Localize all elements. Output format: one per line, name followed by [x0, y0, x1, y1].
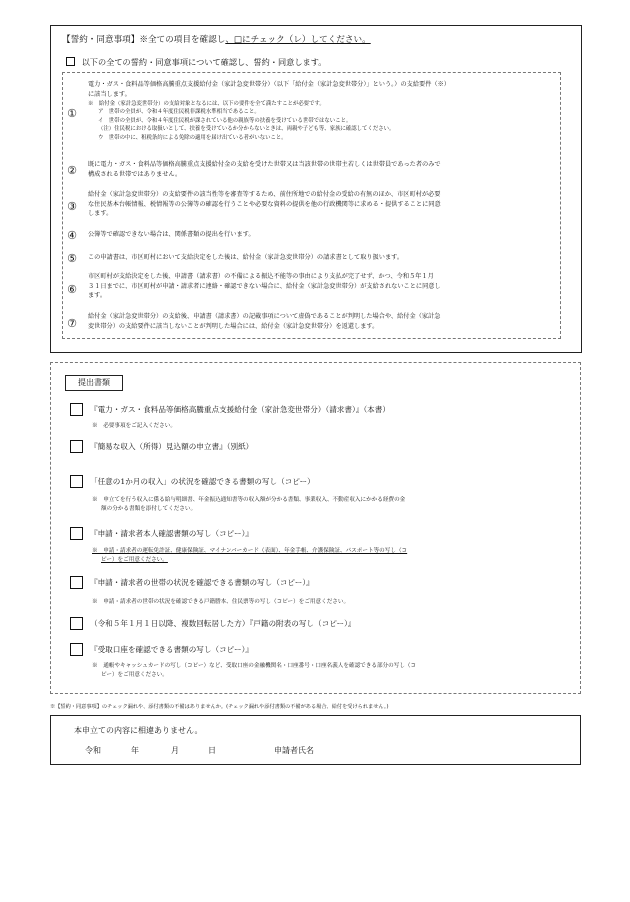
document-note: ※ 通帳やキャッシュカードの写し（コピー）など、受取口座の金融機関名・口座番号・口座名義人を確認できる部分の写し（コ ピー）をご用意ください。 — [92, 663, 417, 678]
document-checkbox[interactable] — [70, 403, 83, 416]
oath-item-number: ② — [67, 164, 77, 177]
document-checkbox[interactable] — [70, 617, 83, 630]
document-note: ※ 必要事項をご記入ください。 — [92, 423, 176, 429]
document-checkbox[interactable] — [70, 576, 83, 589]
document-title: 『簡易な収入（所得）見込額の申立書』（別紙） — [90, 442, 254, 451]
date-month-label: 月 — [171, 746, 179, 755]
document-note: ※ 申請・請求者の世帯の状況を確認できる戸籍謄本、住民票等の写し（コピー）をご用意ください。 — [92, 599, 350, 605]
document-checkbox[interactable] — [70, 475, 83, 488]
oath-heading: 【誓約・同意事項】※全ての項目を確認し、□にチェック（レ）してください。 — [62, 35, 371, 45]
oath-item-text: 公簿等で確認できない場合は、関係書類の提出を行います。 — [88, 231, 255, 238]
date-day-label: 日 — [208, 746, 216, 755]
date-month-field[interactable] — [143, 742, 169, 756]
oath-item-text: 給付金（家計急変世帯分）の支給後、申請書（請求書）の記載事項について虚偽であることが判明した場合や、給付金（家計急 変世帯分）の支給要件に該当しないことが判明した場合には、給付金（家計急変世帯分）を返還します。 — [88, 313, 441, 330]
date-era: 令和 — [85, 746, 101, 755]
oath-item-number: ① — [67, 107, 77, 120]
date-year-label: 年 — [131, 746, 139, 755]
document-title: 『受取口座を確認できる書類の写し（コピー）』 — [90, 645, 253, 654]
oath-item-text: 既に電力・ガス・食料品等価格高騰重点支援給付金の支給を受けた世帯又は当該世帯の世帯主若しくは世帯員であった者のみで 構成される世帯ではありません。 — [88, 161, 441, 178]
declaration-box — [50, 715, 581, 765]
oath-item-number: ⑦ — [67, 317, 77, 330]
oath-item-number: ⑥ — [67, 283, 77, 296]
document-checkbox[interactable] — [70, 643, 83, 656]
declaration-statement: 本申立ての内容に相違ありません。 — [74, 726, 203, 735]
document-title: 「任意の1か月の収入」の状況を確認できる書類の写し（コピー） — [90, 477, 315, 486]
oath-item-text: この申請書は、市区町村において支給決定をした後は、給付金（家計急変世帯分）の請求書として取り扱います。 — [88, 254, 404, 261]
applicant-name-field[interactable] — [322, 741, 572, 757]
documents-title: 提出書類 — [65, 375, 123, 391]
oath-item-text: 電力・ガス・食料品等価格高騰重点支援給付金（家計急変世帯分）（以下「給付金（家計急変世帯分）」という。）の支給要件（※） に該当します。 — [88, 81, 450, 98]
oath-confirm-row[interactable]: 以下の全ての誓約・同意事項について確認し、誓約・同意します。 — [66, 57, 326, 68]
oath-item-number: ③ — [67, 200, 77, 213]
oath-item-text: 給付金（家計急変世帯分）の支給要件の該当性等を審査等するため、前住所地での給付金の受給の有無のほか、市区町村が必要 な住民基本台帳情報、税情報等の公簿等の確認を行うことや必要な資料の提供を他の行政機関等に求める・提供することに同意 します。 — [88, 191, 441, 218]
document-title: 『申請・請求者本人確認書類の写し（コピー）』 — [90, 529, 253, 538]
date-year-field[interactable] — [103, 742, 129, 756]
oath-item-number: ④ — [67, 229, 77, 242]
document-title: 『電力・ガス・食料品等価格高騰重点支援給付金（家計急変世帯分）（請求書）』（本書） — [90, 405, 390, 414]
document-note: ※ 申立てを行う収入に係る給与明細書、年金振込通知書等の収入額が分かる書類、事業収入、不動産収入にかかる経費の金 額の分かる書類を添付してください。 — [92, 497, 406, 512]
document-title: 『申請・請求者の世帯の状況を確認できる書類の写し（コピー）』 — [90, 578, 314, 587]
document-title: （令和５年１月１日以降、複数回転居した方）『戸籍の附表の写し（コピー）』 — [90, 619, 356, 628]
footnote: ※【誓約・同意事項】のチェック漏れや、添付書類の不備はありませんか。(チェック漏れや添付書類の不備がある場合、給付を受けられません。) — [50, 704, 389, 710]
oath-item-number: ⑤ — [67, 252, 77, 265]
oath-requirement-notes: ※ 給付金（家計急変世帯分）の支給対象となるには、以下の要件を全て満たすことが必要です。 ア 世帯の全員が、令和４年度住民税非課税水準相当であること。 イ 世帯の全員が、令和４年度住民税が課されている他の親族等の扶養を受けている世帯ではないこと。 （注）住民税における取扱いとして、扶養を受けているか分からないときは、両親や子ども等、家族に確認してください。 ウ 世帯の中に、租税条約による免除の適用を届け出ている者がいないこと。 — [88, 101, 395, 141]
document-checkbox[interactable] — [70, 440, 83, 453]
oath-item-text: 市区町村が支給決定をした後、申請書（請求書）の不備による振込不能等の事由により支払が完了せず、かつ、令和５年１月 ３１日までに、市区町村が申請・請求者に連絡・確認できない場合に、給付金（家計急変世帯分）が支給されないことに同意し ます。 — [88, 273, 441, 300]
document-note: ※ 申請・請求者の運転免許証、健康保険証、マイナンバーカード（表面）、年金手帳、介護保険証、パスポート等の写し（コ ピー）をご用意ください。 — [92, 548, 408, 563]
document-checkbox[interactable] — [70, 527, 83, 540]
date-day-field[interactable] — [182, 742, 206, 756]
oath-confirm-checkbox[interactable] — [66, 57, 75, 66]
applicant-name-label: 申請者氏名 — [274, 746, 314, 755]
